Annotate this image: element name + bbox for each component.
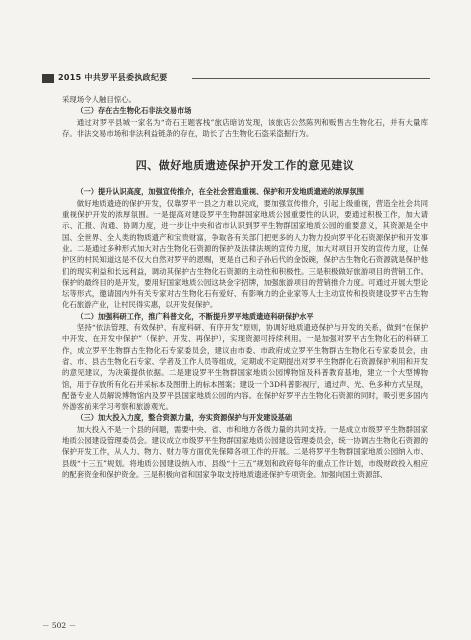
paragraph-illegal-trade: 通过对罗平县城一家名为“奇石王题客栈”旅店暗访发现，该旅店公然陈列和贩售古生物化石，并有大量库存。非法交易市场和非法利益链条的存在，助长了古生物化石盗采盗掘行为。 [62, 117, 428, 138]
section-2-body: 坚持“依法管理、有效保护、有度科研、有序开发”原则，协调好地质遗迹保护与开发的关系，做到“在保护中开发、在开发中保护”（保护、开发、再保护），实现资源可持续利用。一是加强对罗平古生物化石的科研工作，成立罗平生物群古生物化石专家委员会，建议由市委、市政府成立罗平生物群古生物化石专家委员会，由省、市、县古生物化石专家、学者及工作人员等组成，定期或不定期提出对罗平生物群化石资源保护利用和开发的意见建议，为决策提供依据。二是建设罗平生物群国家地质公园博物馆及科普教育基地，建立一个大型博物馆，用于存放所有化石并采标本及图册上的标本图案；建设一个3D科普影视厅，通过声、光、色多种方式呈现，配备专业人员解说博物馆内及罗平县国家地质公园的内容。在保护好罗平古生物化石资源的同时，吸引更多国内外游客前来学习考察和旅游观光。 [62, 323, 428, 412]
section-3-heading: （三）加大投入力度，整合资源力量，夯实资源保护与开发建设基础 [76, 413, 293, 423]
subheading-illegal-trade: （三）存在古生物化石非法交易市场 [76, 106, 192, 116]
paragraph-continued: 采现场令人触目惊心。 [62, 95, 136, 104]
header-bar-marker [42, 74, 54, 83]
header-title: 2015 中共罗平县委执政纪要 [58, 73, 168, 82]
section-1-heading: （一）提升认识高度，加强宣传推介，在全社会营造重视、保护和开发地质遗迹的浓厚氛围 [76, 187, 364, 197]
page-body [62, 94, 428, 480]
chapter-title: 四、做好地质遗迹保护开发工作的意见建议 [135, 159, 355, 173]
section-2-heading: （二）加强科研工作，推广科普文化，不断提升罗平地质遗迹科研保护水平 [76, 311, 314, 321]
section-3-body: 加大投入不是一个县的问题，需要中央、省、市和地方各级力量的共同支持。一是成立市级罗平生物群国家地质公园建设管理委员会。建议成立市级罗平生物群国家地质公园建设管理委员会，统一协调古生物化石资源的保护开发工作，从人力、物力、财力等方面优先保障各项工作的开展。二是将罗平生物群国家地质公园纳入市、县级“十三五”规划。将地质公园建设纳入市、县级“十三五”规划和政府每年的重点工作计划，市级财政投入相应的配套资金和保护资金。三是积极向省和国家争取支持地质遗迹保护专项资金。加强向国土资源部、 [62, 424, 428, 479]
section-1-body: 做好地质遗迹的保护开发，仅靠罗平一县之力难以完成，要加强宣传推介，引起上级重视，营造全社会共同重视保护开发的浓厚氛围。一是提高对建设罗平生物群国家地质公园重要性的认识，要通过积极工作，加大请示、汇报、沟通、协调力度，进一步让中央和省市认识到罗平生物群国家地质公园的重要意义，其资源是全中国、全世界、全人类的物质遗产和宝贵财富，争取各有关部门把更多的人力物力投向罗平化石资源保护和开发事业。二是通过多种形式加大对古生物化石资源的保护及法律法规的宣传力度，加大对项目开发的宣传力度，让保护区的村民知道这是不仅大自然对罗平的恩赐，更是自己和子孙后代的金饭碗，保护古生物化石资源就是保护他们的现实利益和长远利益，调动其保护古生物化石资源的主动性和积极性。三是积极做好旅游项目的营销工作。保护的最终目的是开发，要用好国家地质公园这块金字招牌，加强旅游项目的营销推介力度。可通过开展大型论坛等形式，邀请国内外有关专家对古生物化石有爱好、有影响力的企业家等人士主动宣传和投资建设罗平古生物化石旅游产业，让村民得实惠，以开发促保护。 [62, 198, 428, 310]
running-header [42, 72, 430, 86]
page-number: － 502 － [42, 621, 77, 630]
header-rule [192, 78, 430, 79]
